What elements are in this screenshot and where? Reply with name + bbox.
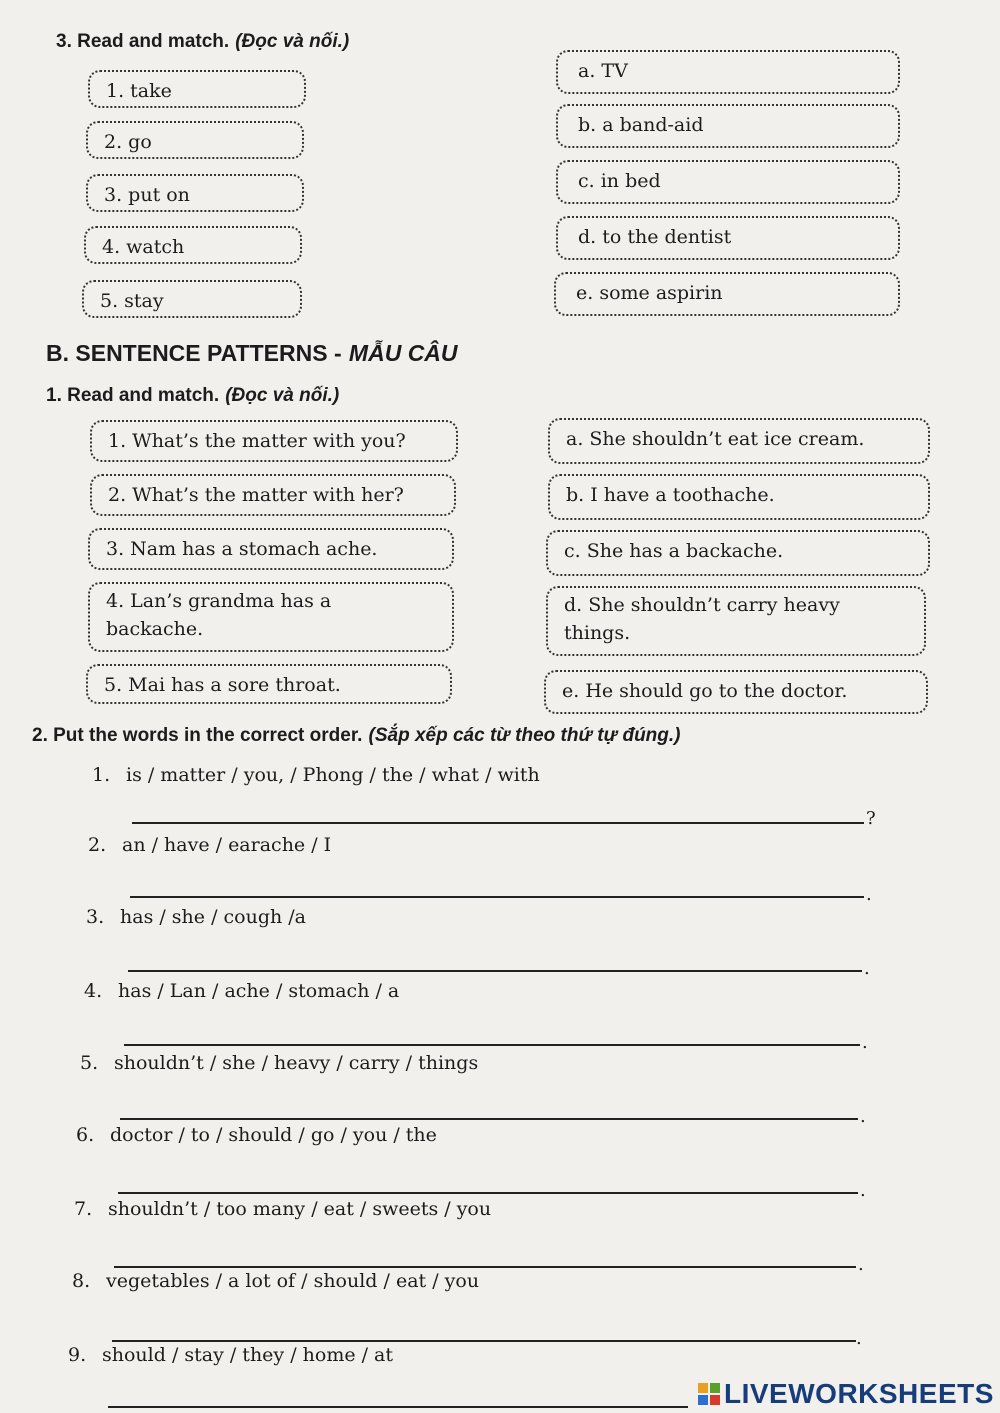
- a3-left-5[interactable]: 5. stay: [82, 280, 302, 318]
- reorder-item-3: 3. has / she / cough /a: [86, 906, 306, 928]
- a3-left-1[interactable]: 1. take: [88, 70, 306, 108]
- reorder-item-6: 6. doctor / to / should / go / you / the: [76, 1124, 437, 1146]
- b1-left-2[interactable]: 2. What’s the matter with her?: [90, 474, 456, 516]
- reorder-item-9: 9. should / stay / they / home / at: [68, 1344, 394, 1366]
- reorder-item-2: 2. an / have / earache / I: [88, 834, 332, 856]
- answer-line-8[interactable]: [112, 1340, 856, 1342]
- b1-right-a[interactable]: a. She shouldn’t eat ice cream.: [548, 418, 930, 464]
- section-b2-title: 2. Put the words in the correct order. (Sắp xếp các từ theo thứ tự đúng.): [32, 725, 681, 746]
- b1-left-5[interactable]: 5. Mai has a sore throat.: [86, 664, 452, 704]
- a3-left-3[interactable]: 3. put on: [86, 174, 304, 212]
- liveworksheets-icon: [698, 1383, 720, 1405]
- section-a3-title: 3. Read and match. (Đọc và nối.): [56, 31, 350, 52]
- reorder-item-1: 1. is / matter / you, / Phong / the / what / with: [92, 764, 540, 786]
- answer-line-1[interactable]: [132, 822, 864, 824]
- answer-end-3: .: [864, 958, 870, 979]
- reorder-item-8: 8. vegetables / a lot of / should / eat / you: [72, 1270, 480, 1292]
- answer-line-2[interactable]: [130, 896, 864, 898]
- a3-right-b[interactable]: b. a band-aid: [556, 104, 900, 148]
- answer-line-4[interactable]: [124, 1044, 860, 1046]
- answer-line-9[interactable]: [108, 1406, 688, 1408]
- b1-left-1[interactable]: 1. What’s the matter with you?: [90, 420, 458, 462]
- answer-end-5: .: [860, 1106, 866, 1127]
- answer-line-5[interactable]: [120, 1118, 858, 1120]
- b1-right-e[interactable]: e. He should go to the doctor.: [544, 670, 928, 714]
- reorder-item-4: 4. has / Lan / ache / stomach / a: [84, 980, 400, 1002]
- answer-line-7[interactable]: [114, 1266, 856, 1268]
- b1-right-d[interactable]: d. She shouldn’t carry heavy things.: [546, 586, 926, 656]
- answer-end-8: .: [856, 1328, 862, 1349]
- a3-right-c[interactable]: c. in bed: [556, 160, 900, 204]
- answer-end-1: ?: [866, 808, 876, 829]
- b1-right-c[interactable]: c. She has a backache.: [546, 530, 930, 576]
- liveworksheets-logo: LIVEWORKSHEETS: [698, 1378, 994, 1410]
- a3-right-a[interactable]: a. TV: [556, 50, 900, 94]
- b1-left-4[interactable]: 4. Lan’s grandma has a backache.: [88, 582, 454, 652]
- answer-end-7: .: [858, 1254, 864, 1275]
- b1-left-3[interactable]: 3. Nam has a stomach ache.: [88, 528, 454, 570]
- answer-end-6: .: [860, 1180, 866, 1201]
- answer-end-2: .: [866, 884, 872, 905]
- a3-left-2[interactable]: 2. go: [86, 121, 304, 159]
- answer-end-4: .: [862, 1032, 868, 1053]
- a3-left-4[interactable]: 4. watch: [84, 226, 302, 264]
- section-b1-title: 1. Read and match. (Đọc và nối.): [46, 385, 340, 406]
- answer-line-3[interactable]: [128, 970, 862, 972]
- reorder-item-5: 5. shouldn’t / she / heavy / carry / things: [80, 1052, 479, 1074]
- b1-right-b[interactable]: b. I have a toothache.: [548, 474, 930, 520]
- answer-line-6[interactable]: [118, 1192, 858, 1194]
- a3-right-e[interactable]: e. some aspirin: [554, 272, 900, 316]
- a3-right-d[interactable]: d. to the dentist: [556, 216, 900, 260]
- reorder-item-7: 7. shouldn’t / too many / eat / sweets / you: [74, 1198, 492, 1220]
- section-b-title: B. SENTENCE PATTERNS - MẪU CÂU: [46, 340, 458, 366]
